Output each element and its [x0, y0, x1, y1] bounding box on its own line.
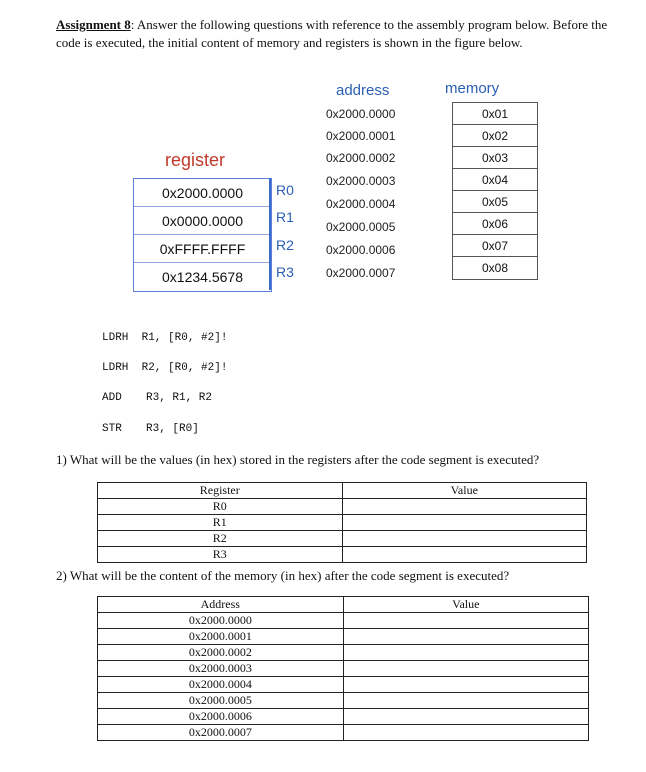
value-input-cell[interactable]: [343, 709, 588, 725]
code-line: [102, 332, 227, 344]
assignment-label: Assignment 8: [56, 17, 131, 32]
address-header: address: [336, 82, 390, 99]
register-name-cell: R3: [98, 547, 343, 563]
register-name: R3: [276, 264, 294, 280]
register-value-cell: 0x0000.0000: [134, 207, 271, 235]
intro-text: : Answer the following questions with reference to the assembly program below. Before the code is executed, the initial content of memory and registers is shown in the figure below.: [56, 17, 608, 50]
value-input-cell[interactable]: [343, 693, 588, 709]
table-row: [98, 613, 589, 629]
code-line: [102, 362, 227, 374]
table-row: [98, 515, 587, 531]
code-line: [102, 392, 212, 404]
value-column-header: Value: [343, 597, 588, 613]
register-name: R2: [276, 237, 294, 253]
value-input-cell[interactable]: [342, 547, 586, 563]
register-cells: [133, 178, 272, 292]
memory-answer-table: [97, 596, 589, 741]
address-cell: 0x2000.0007: [98, 725, 344, 741]
value-input-cell[interactable]: [343, 613, 588, 629]
address-cell: 0x2000.0006: [98, 709, 344, 725]
code-operands: R3, R1, R2: [146, 392, 213, 404]
address-item: 0x2000.0006: [326, 243, 396, 257]
register-value-cell: 0x1234.5678: [162, 269, 243, 285]
address-item: 0x2000.0004: [326, 197, 396, 211]
address-cell: 0x2000.0005: [98, 693, 344, 709]
code-line: [102, 423, 199, 435]
address-item: 0x2000.0002: [326, 151, 396, 165]
address-item: 0x2000.0000: [326, 107, 396, 121]
value-input-cell[interactable]: [343, 677, 588, 693]
value-input-cell[interactable]: [343, 645, 588, 661]
value-input-cell[interactable]: [343, 661, 588, 677]
code-opcode: LDRH: [102, 362, 129, 374]
register-name: R0: [276, 182, 294, 198]
value-input-cell[interactable]: [342, 515, 586, 531]
table-row: [98, 661, 589, 677]
memory-cell: 0x08: [481, 261, 509, 275]
memory-header: memory: [445, 80, 500, 97]
address-cell: 0x2000.0002: [98, 645, 344, 661]
code-operands: R2, [R0, #2]!: [141, 362, 228, 374]
code-opcode: LDRH: [102, 332, 129, 344]
address-cell: 0x2000.0000: [98, 613, 344, 629]
address-item: 0x2000.0003: [326, 174, 396, 188]
register-name-cell: R1: [98, 515, 343, 531]
memory-cell: 0x04: [453, 169, 537, 191]
value-input-cell[interactable]: [342, 531, 586, 547]
address-item: 0x2000.0005: [326, 220, 396, 234]
code-opcode: ADD: [102, 392, 122, 404]
question-1-text: 1) What will be the values (in hex) stored in the registers after the code segment is executed?: [56, 452, 540, 467]
register-name: R1: [276, 209, 294, 225]
table-row: [98, 645, 589, 661]
address-cell: 0x2000.0003: [98, 661, 344, 677]
memory-cell: 0x05: [453, 191, 537, 213]
memory-cell: 0x07: [453, 235, 537, 257]
table-row: [98, 547, 587, 563]
code-operands: R3, [R0]: [146, 423, 199, 435]
register-value-cell: 0x2000.0000: [134, 179, 271, 207]
memory-cell: 0x06: [453, 213, 537, 235]
table-header-row: [98, 483, 587, 499]
memory-cells: [452, 102, 538, 280]
value-input-cell[interactable]: [342, 499, 586, 515]
register-name-cell: R2: [98, 531, 343, 547]
value-column-header: Value: [342, 483, 586, 499]
table-row: [98, 677, 589, 693]
value-input-cell[interactable]: [343, 629, 588, 645]
address-item: 0x2000.0007: [326, 266, 396, 280]
register-value-cell: 0xFFFF.FFFF: [134, 235, 271, 263]
intro-paragraph: [56, 16, 626, 52]
address-item: 0x2000.0001: [326, 129, 396, 143]
value-input-cell[interactable]: [343, 725, 588, 741]
address-cell: 0x2000.0004: [98, 677, 344, 693]
table-row: [98, 725, 589, 741]
table-row: [98, 629, 589, 645]
table-row: [98, 709, 589, 725]
memory-cell: 0x01: [453, 103, 537, 125]
memory-cell: 0x02: [453, 125, 537, 147]
address-cell: 0x2000.0001: [98, 629, 344, 645]
code-opcode: STR: [102, 423, 122, 435]
memory-cell: 0x03: [453, 147, 537, 169]
table-header-row: [98, 597, 589, 613]
register-name-cell: R0: [98, 499, 343, 515]
table-row: [98, 693, 589, 709]
address-column-header: Address: [98, 597, 344, 613]
table-row: [98, 531, 587, 547]
register-divider: [269, 178, 271, 290]
code-operands: R1, [R0, #2]!: [141, 332, 228, 344]
question-2-text: 2) What will be the content of the memory (in hex) after the code segment is executed?: [56, 568, 510, 583]
register-header: register: [165, 150, 226, 170]
register-column-header: Register: [98, 483, 343, 499]
table-row: [98, 499, 587, 515]
register-answer-table: [97, 482, 587, 563]
